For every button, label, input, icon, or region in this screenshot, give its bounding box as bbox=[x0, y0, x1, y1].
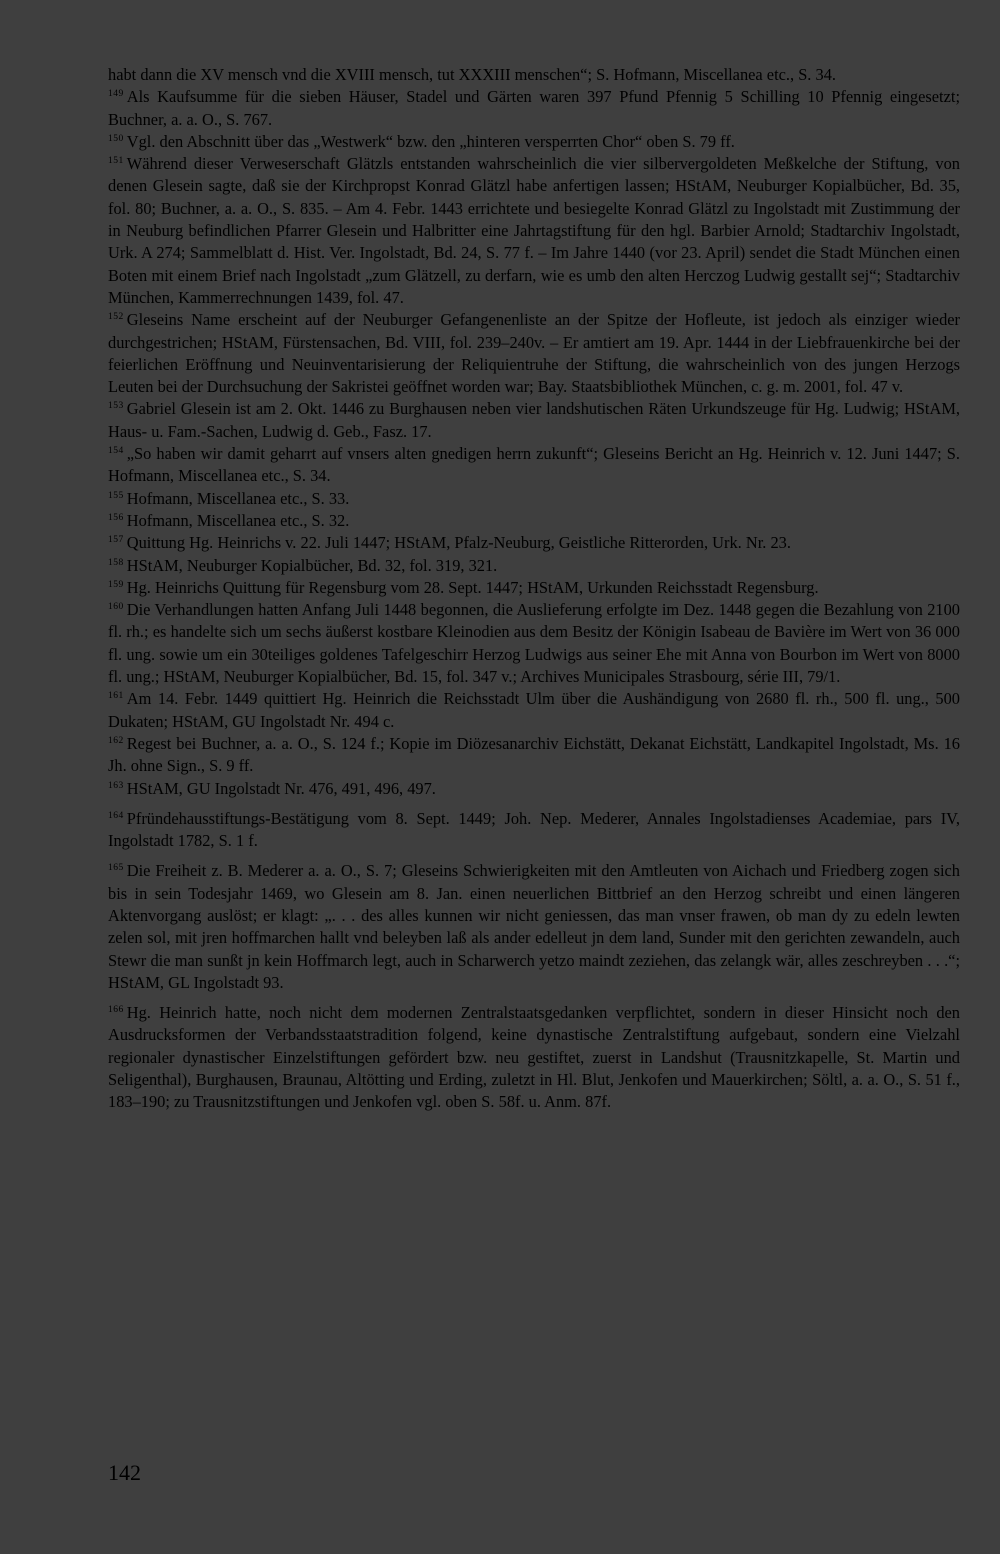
footnote-number: 156 bbox=[108, 512, 124, 523]
footnote-number: 158 bbox=[108, 557, 124, 568]
footnote-text: Hofmann, Miscellanea etc., S. 33. bbox=[126, 488, 350, 508]
footnote-number: 152 bbox=[108, 312, 124, 323]
footnote-number: 159 bbox=[108, 579, 124, 590]
footnote-text: HStAM, GU Ingolstadt Nr. 476, 491, 496, 497. bbox=[126, 778, 436, 798]
footnote-number: 153 bbox=[108, 401, 124, 412]
footnote-text: Gabriel Glesein ist am 2. Okt. 1446 zu Burghausen neben vier landshutischen Räten Urkundszeuge für Hg. Ludwig; HStAM, Haus- u. Fam.-Sachen, Ludwig d. Geb., Fasz. 17. bbox=[108, 399, 960, 441]
footnote-text: habt dann die XV mensch vnd die XVIII mensch, tut XXXIII menschen“; S. Hofmann, Miscellanea etc., S. 34. bbox=[108, 65, 836, 84]
footnote-text: Quittung Hg. Heinrichs v. 22. Juli 1447; HStAM, Pfalz-Neuburg, Geistliche Ritterorden, Urk. Nr. 23. bbox=[126, 533, 791, 553]
footnote bbox=[108, 398, 960, 443]
footnote bbox=[108, 555, 960, 577]
footnote-text: Die Verhandlungen hatten Anfang Juli 1448 begonnen, die Auslieferung erfolgte im Dez. 1448 gegen die Bezahlung von 2100 fl. rh.; es handelte sich um sechs äußerst kostbare Kleinodien aus dem Besitz der Königin Isabeau de Bavière im Wert von 36 000 fl. ung. sowie um ein 30teiliges goldenes Tafelgeschirr Herzog Ludwigs aus seiner Ehe mit Anna von Bourbon im Wert von 8000 fl. ung.; HStAM, Neuburger Kopialbücher, Bd. 15, fol. 347 v.; Archives Municipales Strasbourg, série III, 79/1. bbox=[108, 600, 960, 687]
footnote bbox=[108, 577, 960, 599]
footnote-text: „So haben wir damit geharrt auf vnsers alten gnedigen herrn zukunft“; Gleseins Bericht an Hg. Heinrich v. 12. Juni 1447; S. Hofmann, Miscellanea etc., S. 34. bbox=[108, 444, 960, 486]
footnote-text: Die Freiheit z. B. Mederer a. a. O., S. 7; Gleseins Schwierigkeiten mit den Amtleuten von Aichach und Friedberg zogen sich bis in sein Todesjahr 1469, wo Glesein am 8. Jan. einen neuerlichen Bittbrief an den Herzog schreibt und einen längeren Aktenvorgang auslöst; er klagt: „. . . des alles kunnen wir nicht geniessen, das man vnser frawen, ob man dy zu edeln lewten zelen sol, mit jren hoffmarchen hallt vnd beleyben laß als ander edelleut jn dem land, Sunder mit den gerichten zewandeln, auch Stewr die man sunßt jn kein Hoffmarch legt, auch in Scharwerch yetzo maindt zeziehen, das zelangk wär, alles zeschreyben . . .“; HStAM, GL Ingolstadt 93. bbox=[108, 861, 960, 992]
footnote-number: 151 bbox=[108, 156, 124, 167]
footnote-text: Pfründehausstiftungs-Bestätigung vom 8. Sept. 1449; Joh. Nep. Mederer, Annales Ingolstadienses Academiae, pars IV, Ingolstadt 1782, S. 1 f. bbox=[108, 808, 960, 851]
page-number: 142 bbox=[108, 1460, 141, 1485]
footnote-number: 149 bbox=[108, 89, 124, 100]
footnote bbox=[108, 309, 960, 398]
footnote-number: 160 bbox=[108, 602, 124, 613]
footnote-continuation bbox=[108, 64, 960, 86]
footnote-text: Während dieser Verweserschaft Glätzls entstanden wahrscheinlich die vier silbervergoldeten Meßkelche der Stiftung, von denen Glesein sagte, daß sie der Kirchpropst Konrad Glätzl habe anfertigen lassen; HStAM, Neuburger Kopialbücher, Bd. 35, fol. 80; Buchner, a. a. O., S. 835. – Am 4. Febr. 1443 errichtete und besiegelte Konrad Glätzl zu Ingolstadt mit Zustimmung der in Neuburg befindlichen Pfarrer Glesein und Halbritter eine Jahrtagstiftung für den hgl. Barbier Arnold; Stadtarchiv Ingolstadt, Urk. A 274; Sammelblatt d. Hist. Ver. Ingolstadt, Bd. 24, S. 77 f. – Im Jahre 1440 (vor 23. April) sendet die Stadt München einen Boten mit einem Brief nach Ingolstadt „zum Glätzell, zu derfarn, wie es umb den alten Herczog Ludwig gestallt sej“; Stadtarchiv München, Kammerrechnungen 1439, fol. 47. bbox=[108, 154, 960, 307]
footnote-number: 164 bbox=[108, 810, 124, 821]
footnote-text: Hg. Heinrichs Quittung für Regensburg vom 28. Sept. 1447; HStAM, Urkunden Reichsstadt Regensburg. bbox=[126, 577, 819, 597]
footnote bbox=[108, 443, 960, 488]
footnote-number: 165 bbox=[108, 863, 124, 874]
footnote-text: Vgl. den Abschnitt über das „Westwerk“ bzw. den „hinteren versperrten Chor“ oben S. 79 ff. bbox=[126, 131, 735, 151]
footnote-text: Hg. Heinrich hatte, noch nicht dem modernen Zentralstaatsgedanken verpflichtet, sondern in dieser Hinsicht noch den Ausdrucksformen der Verbandsstaatstradition folgend, keine dynastische Zentralstiftung aufgebaut, sondern eine Vielzahl regionaler dynastischer Einzelstiftungen gefördert bzw. neu gestiftet, zuerst in Landshut (Trausnitzkapelle, St. Martin und Seligenthal), Burghausen, Braunau, Altötting und Erding, zuletzt in Hl. Blut, Jenkofen und Mauerkirchen; Söltl, a. a. O., S. 51 f., 183–190; zu Trausnitzstiftungen und Jenkofen vgl. oben S. 58f. u. Anm. 87f. bbox=[108, 1003, 960, 1112]
footnote-text: HStAM, Neuburger Kopialbücher, Bd. 32, fol. 319, 321. bbox=[126, 555, 498, 575]
footnote-text: Als Kaufsumme für die sieben Häuser, Stadel und Gärten waren 397 Pfund Pfennig 5 Schilling 10 Pfennig eingesetzt; Buchner, a. a. O., S. 767. bbox=[108, 87, 960, 129]
footnote bbox=[108, 510, 960, 532]
footnote bbox=[108, 86, 960, 131]
footnote bbox=[108, 778, 960, 800]
footnotes bbox=[108, 64, 960, 1114]
footnote-number: 157 bbox=[108, 535, 124, 546]
footnote-text: Am 14. Febr. 1449 quittiert Hg. Heinrich die Reichsstadt Ulm über die Aushändigung von 2680 fl. rh., 500 fl. ung., 500 Dukaten; HStAM, GU Ingolstadt Nr. 494 c. bbox=[108, 689, 960, 731]
footnote-number: 161 bbox=[108, 691, 124, 702]
footnote bbox=[108, 1002, 960, 1113]
footnote-number: 155 bbox=[108, 490, 124, 501]
footnote bbox=[108, 599, 960, 688]
footnote-text: Gleseins Name erscheint auf der Neuburger Gefangenenliste an der Spitze der Hofleute, ist jedoch als einziger wieder durchgestrichen; HStAM, Fürstensachen, Bd. VIII, fol. 239–240v. – Er amtiert am 19. Apr. 1444 in der Liebfrauenkirche bei der feierlichen Eröffnung und Neuinventarisierung der Reliquientruhe der Stiftung, die wahrscheinlich von des jungen Herzogs Leuten bei der Durchsuchung der Sakristei geöffnet worden war; Bay. Staatsbibliothek München, c. g. m. 2001, fol. 47 v. bbox=[108, 310, 960, 397]
footnote bbox=[108, 131, 960, 153]
footnote bbox=[108, 688, 960, 733]
footnote bbox=[108, 860, 960, 994]
footnote bbox=[108, 808, 960, 853]
footnote-number: 150 bbox=[108, 133, 124, 144]
footnote bbox=[108, 532, 960, 554]
footnote bbox=[108, 733, 960, 778]
footnote-text: Hofmann, Miscellanea etc., S. 32. bbox=[126, 510, 350, 530]
footnote-text: Regest bei Buchner, a. a. O., S. 124 f.; Kopie im Diözesanarchiv Eichstätt, Dekanat Eichstätt, Landkapitel Ingolstadt, Ms. 16 Jh. ohne Sign., S. 9 ff. bbox=[108, 733, 960, 776]
footnote bbox=[108, 488, 960, 510]
footnote bbox=[108, 153, 960, 309]
footnote-number: 166 bbox=[108, 1005, 124, 1016]
footnote-number: 154 bbox=[108, 446, 124, 457]
footnote-number: 162 bbox=[108, 735, 124, 746]
footnote-number: 163 bbox=[108, 780, 124, 791]
